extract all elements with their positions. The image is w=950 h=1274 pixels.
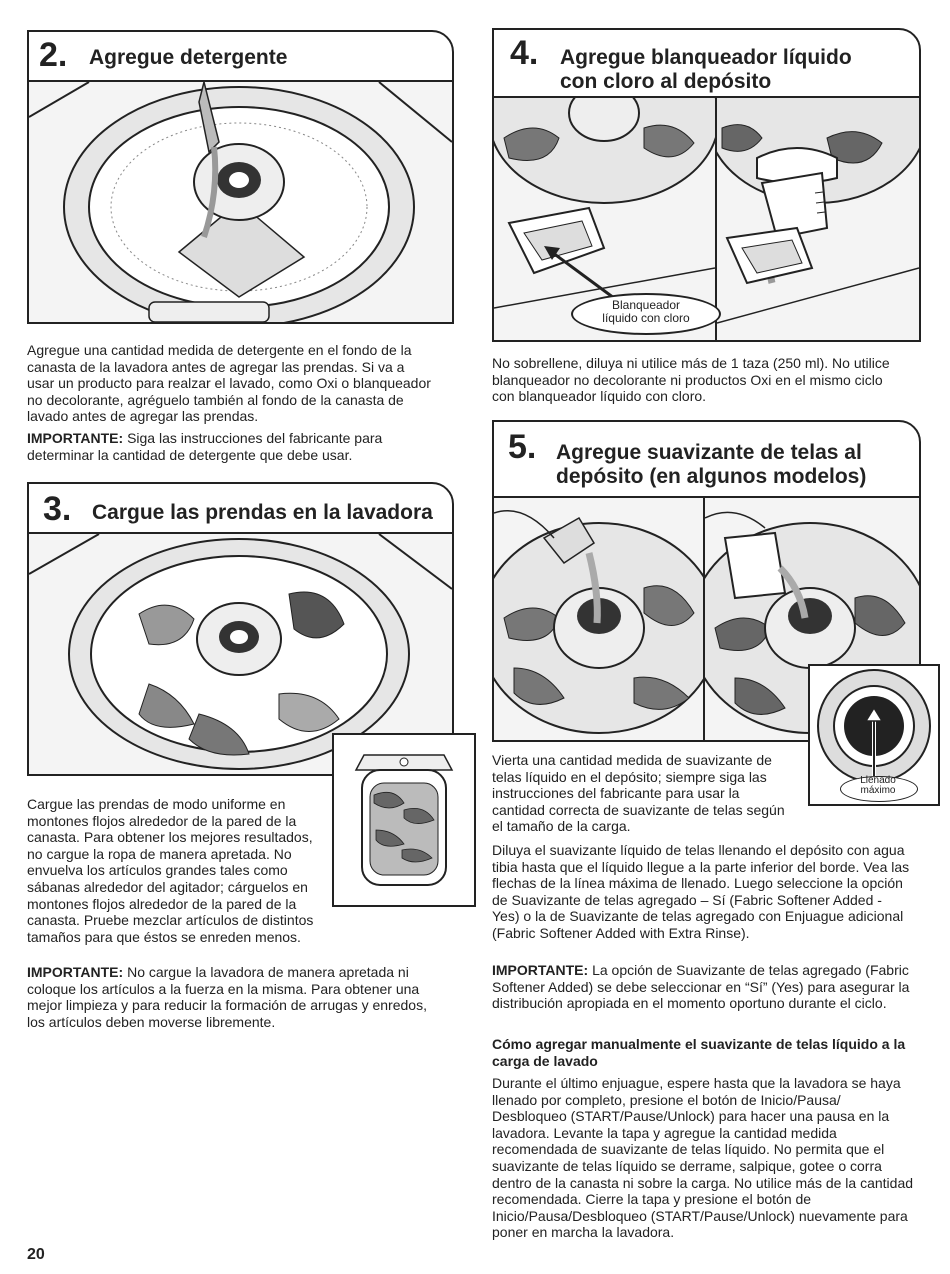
step2-title: Agregue detergente <box>89 46 288 69</box>
step2-header <box>29 32 452 82</box>
washer-detergent-drawing <box>29 82 452 322</box>
step5-subheading: Cómo agregar manualmente el suavizante de telas líquido a la carga de lavado <box>492 1036 906 1069</box>
step2-body: Agregue una cantidad medida de detergente en el fondo de la canasta de la lavadora antes de agregar las prendas. Si va a usar un producto para realzar el lavado, como Oxi o blanqueador no decolorante, agréguelo también al fondo de la canasta de lavado antes de agregar las prendas. <box>27 342 431 425</box>
step3-number: 3. <box>43 490 72 528</box>
step3-important-label: IMPORTANTE: <box>27 964 124 980</box>
step4-illustration-right <box>717 98 919 340</box>
step5-callout-line1: Llenado <box>860 775 896 786</box>
step2-panel <box>27 30 454 324</box>
step5-number: 5. <box>508 428 537 466</box>
step2-important-text: Siga las instrucciones del fabricante para determinar la cantidad de detergente que debe usar. <box>27 430 383 463</box>
step5-important-text: La opción de Suavizante de telas agregado (Fabric Softener Added) se debe seleccionar en “Sí” (Yes) para asegurar la distribución apropiada en el momento oportuno durante el ciclo. <box>492 962 910 1012</box>
step3-panel <box>27 482 454 776</box>
step5-callout-text <box>838 776 918 796</box>
step4-title-line2: con cloro al depósito <box>560 70 772 93</box>
bleach-pouring-drawing <box>717 98 919 340</box>
step4-callout-text <box>571 299 721 325</box>
step4-panel <box>492 28 921 342</box>
step5-illustration-left <box>494 498 703 740</box>
softener-bottle-pour-drawing <box>494 498 703 740</box>
step4-number: 4. <box>510 34 539 72</box>
step3-important <box>27 964 447 1030</box>
step4-callout-line1: Blanqueador <box>611 298 681 312</box>
step4-callout-line2: líquido con cloro <box>602 311 690 325</box>
step3-header <box>29 484 452 534</box>
step5-callout-line2: máximo <box>860 785 896 796</box>
step2-important-label: IMPORTANTE: <box>27 430 124 446</box>
step5-important <box>492 962 912 1012</box>
step3-important-text: No cargue la lavadora de manera apretada ni coloque los artículos a la fuerza en la misma. Para obtener una mejor limpieza y para reducir la formación de arrugas y enredos, los artículos deben moverse libremente. <box>27 964 427 1030</box>
step4-body: No sobrellene, diluya ni utilice más de 1 taza (250 ml). No utilice blanqueador no decolorante ni productos Oxi en el mismo ciclo con blanqueador líquido con cloro. <box>492 355 890 405</box>
step5-header <box>494 422 919 498</box>
step2-important <box>27 430 432 463</box>
step3-inset-box <box>332 733 476 907</box>
step4-header <box>494 30 919 98</box>
step4-title-line1: Agregue blanqueador líquido <box>560 46 852 69</box>
step3-body: Cargue las prendas de modo uniforme en montones flojos alrededor de la pared de la canasta. Para obtener los mejores resultados, no cargue la ropa de manera apretada. No envuelva los artículos grandes tales como sábanas alrededor del agitador; cárguelos en montones flojos alrededor de la pared de la canasta. Pruebe mezclar artículos de distintos tamaños para que éstos se enreden menos. <box>27 796 314 945</box>
step5-important-label: IMPORTANTE: <box>492 962 589 978</box>
step2-illustration <box>29 82 452 322</box>
step3-title: Cargue las prendas en la lavadora <box>92 501 433 524</box>
step5-body3: Durante el último enjuague, espere hasta que la lavadora se haya llenado por completo, presione el botón de Inicio/Pausa/ Desbloqueo (START/Pause/Unlock) para hacer una pausa en la lavadora. Levante la tapa y agregue la cantidad medida recomendada de suavizante de telas líquido. No permita que el suavizante de telas líquido se derrame, salpique, gotee o corra dentro de la canasta ni sobre la carga. No utilice más de la cantidad recomendada. Cierre la tapa y presione el botón de Inicio/Pausa/Desbloqueo (START/Pause/Unlock) nuevamente para poner en marcha la lavadora. <box>492 1075 914 1241</box>
page-number: 20 <box>27 1246 45 1263</box>
step2-number: 2. <box>39 36 68 74</box>
step5-title-line1: Agregue suavizante de telas al <box>556 441 862 464</box>
step5-title-line2: depósito (en algunos modelos) <box>556 465 867 488</box>
washer-loaded-inset-drawing <box>334 735 474 905</box>
step5-body2: Diluya el suavizante líquido de telas llenando el depósito con agua tibia hasta que el líquido llegue a la parte inferior del borde. Vea las flechas de la línea máxima de llenado. Luego seleccione la opción de Suavizante de telas agregado – Sí (Fabric Softener Added - Yes) o la de Suavizante de telas agregado con Enjuague adicional (Fabric Softener Added with Extra Rinse). <box>492 842 910 941</box>
step5-body1: Vierta una cantidad medida de suavizante de telas líquido en el depósito; siempre siga las instrucciones del fabricante para usar la cantidad correcta de suavizante de telas según el tamaño de la carga. <box>492 752 785 835</box>
